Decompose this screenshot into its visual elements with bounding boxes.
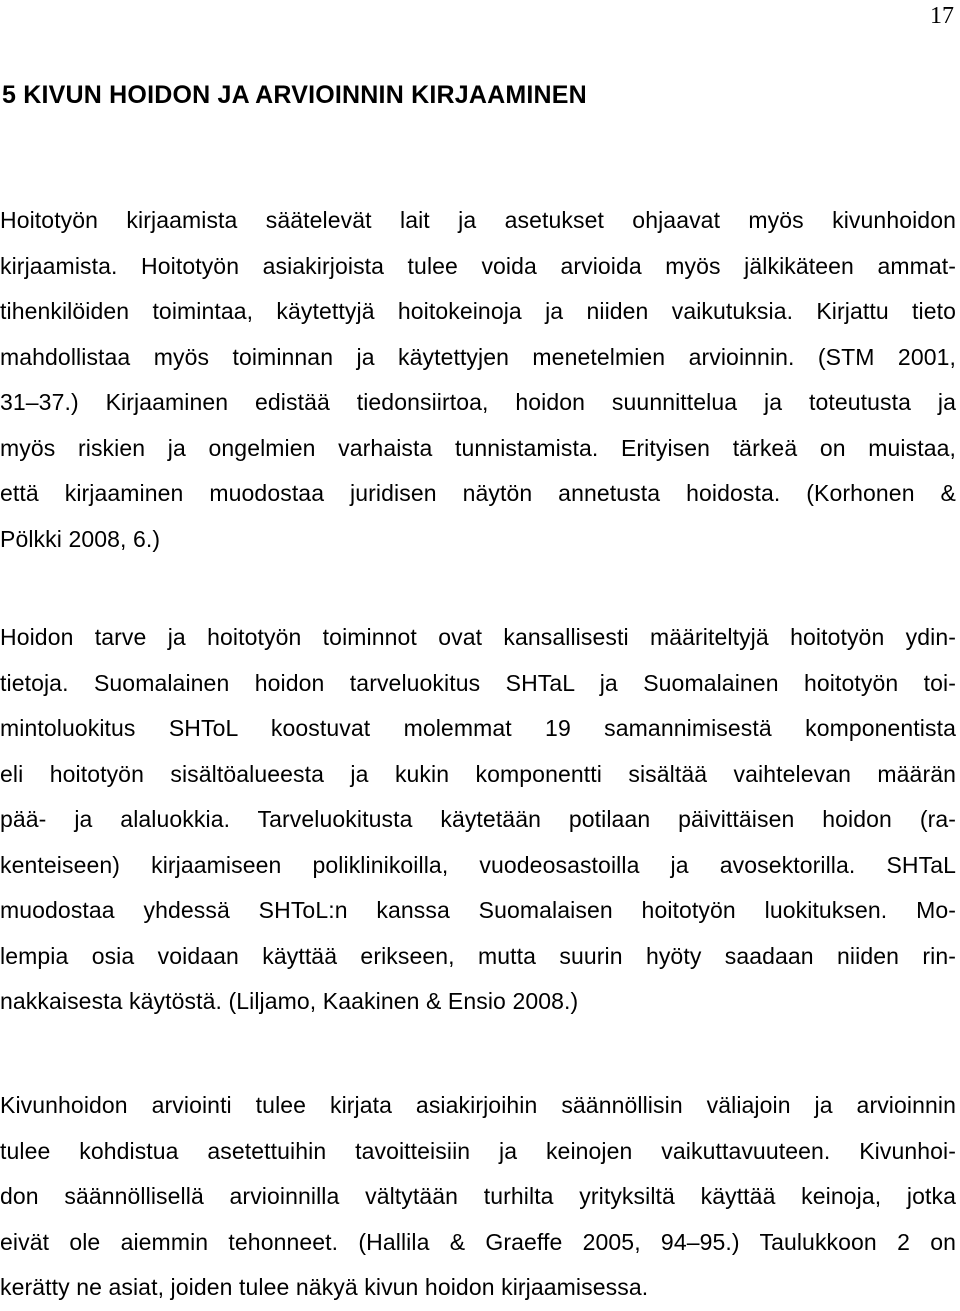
paragraph-line: don säännöllisellä arvioinnilla vältytään turhilta yrityksiltä käyttää keinoja, jotka xyxy=(0,1183,956,1209)
paragraph-line: muodostaa yhdessä SHToL:n kanssa Suomalaisen hoitotyön luokituksen. Mo- xyxy=(0,897,956,923)
paragraph-line: lempia osia voidaan käyttää erikseen, mutta suurin hyöty saadaan niiden rin- xyxy=(0,942,956,969)
paragraph-line: mintoluokitus SHToL koostuvat molemmat 19 samannimisestä komponentista xyxy=(0,715,956,741)
paragraph-line: eivät ole aiemmin tehonneet. (Hallila & Graeffe 2005, 94–95.) Taulukkoon 2 on xyxy=(0,1228,956,1255)
paragraph-line: mahdollistaa myös toiminnan ja käytettyjen menetelmien arvioinnin. (STM 2001, xyxy=(0,343,956,370)
paragraph-line: Kivunhoidon arviointi tulee kirjata asiakirjoihin säännöllisin väliajoin ja arvioinnin xyxy=(0,1092,956,1118)
paragraph-3 xyxy=(0,1083,956,1311)
section-heading: 5 KIVUN HOIDON JA ARVIOINNIN KIRJAAMINEN xyxy=(2,81,587,109)
paragraph-line: kerätty ne asiat, joiden tulee näkyä kivun hoidon kirjaamisessa. xyxy=(0,1274,649,1300)
paragraph-line: että kirjaaminen muodostaa juridisen näytön annetusta hoidosta. (Korhonen & xyxy=(0,480,956,506)
paragraph-line: Pölkki 2008, 6.) xyxy=(0,525,161,552)
paragraph-2 xyxy=(0,615,956,1025)
paragraph-line: myös riskien ja ongelmien varhaista tunnistamista. Erityisen tärkeä on muistaa, xyxy=(0,434,956,461)
paragraph-1 xyxy=(0,198,956,562)
paragraph-line: Hoidon tarve ja hoitotyön toiminnot ovat kansallisesti määriteltyjä hoitotyön ydin- xyxy=(0,624,956,650)
paragraph-line: Hoitotyön kirjaamista säätelevät lait ja asetukset ohjaavat myös kivunhoidon xyxy=(0,207,956,233)
paragraph-line: 31–37.) Kirjaaminen edistää tiedonsiirtoa, hoidon suunnittelua ja toteutusta ja xyxy=(0,389,956,415)
paragraph-line: tulee kohdistua asetettuihin tavoitteisiin ja keinojen vaikuttavuuteen. Kivunhoi- xyxy=(0,1137,956,1164)
paragraph-line: kirjaamista. Hoitotyön asiakirjoista tulee voida arvioida myös jälkikäteen ammat- xyxy=(0,252,956,279)
paragraph-line: kenteiseen) kirjaamiseen poliklinikoilla, vuodeosastoilla ja avosektorilla. SHTaL xyxy=(0,851,956,878)
paragraph-line: tihenkilöiden toimintaa, käytettyjä hoitokeinoja ja niiden vaikutuksia. Kirjattu tieto xyxy=(0,298,956,324)
paragraph-line: nakkaisesta käytöstä. (Liljamo, Kaakinen & Ensio 2008.) xyxy=(0,988,579,1014)
paragraph-line: tietoja. Suomalainen hoidon tarveluokitus SHTaL ja Suomalainen hoitotyön toi- xyxy=(0,669,956,696)
page-number: 17 xyxy=(930,3,954,29)
paragraph-line: eli hoitotyön sisältöalueesta ja kukin komponentti sisältää vaihtelevan määrän xyxy=(0,760,956,787)
paragraph-line: pää- ja alaluokkia. Tarveluokitusta käytetään potilaan päivittäisen hoidon (ra- xyxy=(0,806,956,832)
